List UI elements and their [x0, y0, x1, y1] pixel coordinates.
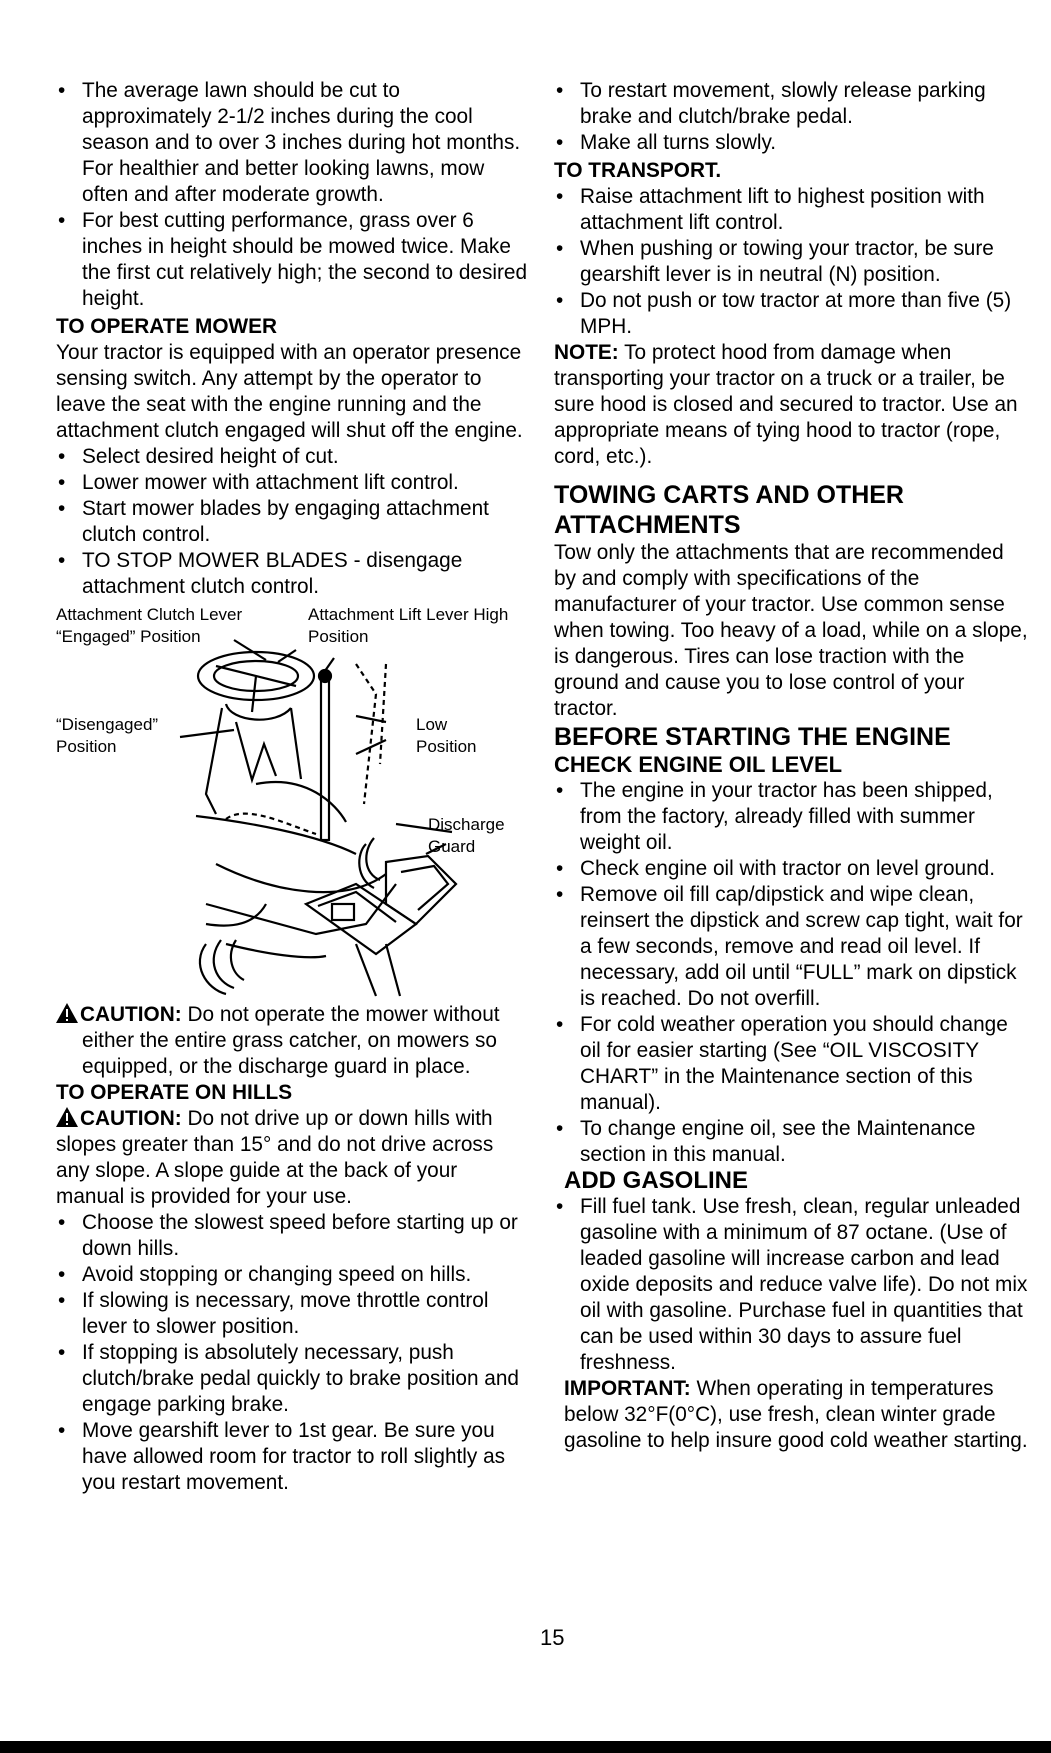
bullet-slowing: • If slowing is necessary, move throttle control lever to slower position.	[56, 1288, 530, 1340]
heading-operate-hills: TO OPERATE ON HILLS	[56, 1081, 293, 1104]
label-disengaged: “Disengaged” Position	[56, 715, 159, 756]
heading-before-starting: BEFORE STARTING THE ENGINE	[554, 723, 951, 751]
right-column	[554, 78, 1030, 1454]
bullet-fill-fuel: • Fill fuel tank. Use fresh, clean, regular unleaded gasoline with a minimum of 87 octane. (Use of leaded gasoline will increase carbon and lead oxide deposits and reduce valve life). Do not mix oil with gasoline. Purchase fuel in quantities that can be used within 30 days to assure fuel freshness.	[554, 1194, 1030, 1376]
left-column	[56, 78, 530, 1496]
label-low-position: Low Position	[416, 715, 477, 756]
label-lift-high: Attachment Lift Lever High Position	[308, 605, 509, 646]
caution-text: Do not operate the mower without either the entire grass catcher, on mowers so equipped, or the discharge guard in place.	[82, 1003, 500, 1078]
bullet-change-oil: • To change engine oil, see the Maintenance section in this manual.	[554, 1116, 1030, 1168]
warning-triangle-icon	[56, 1107, 78, 1127]
important-label: IMPORTANT:	[564, 1377, 691, 1400]
bullet-pushing-towing: • When pushing or towing your tractor, be sure gearshift lever is in neutral (N) position.	[554, 236, 1030, 288]
mower-controls-figure	[56, 604, 530, 1002]
hills-caution-label: CAUTION:	[80, 1107, 182, 1130]
bullet-turns: • Make all turns slowly.	[554, 130, 1030, 156]
bullet-restart: • To restart movement, slowly release parking brake and clutch/brake pedal.	[554, 78, 1030, 130]
caution-grass-catcher	[56, 1002, 530, 1080]
heading-add-gasoline: ADD GASOLINE	[564, 1167, 749, 1194]
page-number: 15	[540, 1625, 565, 1650]
towing-text: Tow only the attachments that are recommended by and comply with specifications of the manufacturer of your tractor. Use common sense when towing. Too heavy of a load, while on a slope, is dangerous. Tires can lose traction with the ground and cause you to lose control of your tractor.	[554, 541, 1028, 720]
bottom-border	[0, 1741, 1051, 1753]
bullet-stopping: • If stopping is absolutely necessary, push clutch/brake pedal quickly to brake position and engage parking brake.	[56, 1340, 530, 1418]
tractor-illustration	[56, 604, 530, 1002]
bullet-start-blades: • Start mower blades by engaging attachment clutch control.	[56, 496, 530, 548]
note-text: To protect hood from damage when transporting your tractor on a truck or a trailer, be sure hood is closed and secured to tractor. Use an appropriate means of tying hood to tractor (rope, cord, etc.).	[554, 341, 1018, 468]
heading-operate-mower: TO OPERATE MOWER	[56, 315, 278, 338]
label-discharge-guard: Discharge Guard	[428, 815, 505, 856]
hills-caution-text: Do not drive up or down hills with slopes greater than 15° and do not drive across any slope. A slope guide at the back of your manual is provided for your use.	[56, 1107, 494, 1208]
bullet-select-height: • Select desired height of cut.	[56, 444, 530, 470]
important-text: When operating in temperatures below 32°F(0°C), use fresh, clean winter grade gasoline to help insure good cold weather starting.	[564, 1377, 1028, 1452]
warning-triangle-icon	[56, 1003, 78, 1023]
note-label: NOTE:	[554, 341, 619, 364]
bullet-avoid-stopping: • Avoid stopping or changing speed on hills.	[56, 1262, 530, 1288]
hills-caution	[56, 1106, 530, 1210]
transport-note	[554, 340, 1030, 470]
caution-label: CAUTION:	[80, 1003, 182, 1026]
bullet-oil-level-ground: • Check engine oil with tractor on level ground.	[554, 856, 1030, 882]
heading-transport: TO TRANSPORT.	[554, 159, 722, 182]
bullet-lower-mower: • Lower mower with attachment lift control.	[56, 470, 530, 496]
heading-check-oil: CHECK ENGINE OIL LEVEL	[554, 752, 843, 777]
bullet-oil-shipped: • The engine in your tractor has been shipped, from the factory, already filled with summer weight oil.	[554, 778, 1030, 856]
heading-towing: TOWING CARTS AND OTHER ATTACHMENTS	[554, 481, 904, 539]
bullet-slowest-speed: • Choose the slowest speed before starting up or down hills.	[56, 1210, 530, 1262]
bullet-cold-weather-oil: • For cold weather operation you should change oil for easier starting (See “OIL VISCOSITY CHART” in the Maintenance section of this manual).	[554, 1012, 1030, 1116]
bullet-dipstick: • Remove oil fill cap/dipstick and wipe clean, reinsert the dipstick and screw cap tight, wait for a few seconds, remove and read oil level. If necessary, add oil until “FULL” mark on dipstick is reached. Do not overfill.	[554, 882, 1030, 1012]
bullet-stop-blades: • TO STOP MOWER BLADES - disengage attachment clutch control.	[56, 548, 530, 600]
bullet-gearshift: • Move gearshift lever to 1st gear. Be sure you have allowed room for tractor to roll slightly as you restart movement.	[56, 1418, 530, 1496]
bullet-raise-attachment: • Raise attachment lift to highest position with attachment lift control.	[554, 184, 1030, 236]
bullet-cut-twice: • For best cutting performance, grass over 6 inches in height should be mowed twice. Make the first cut relatively high; the second to desired height.	[56, 208, 530, 312]
important-note	[554, 1376, 1030, 1454]
bullet-five-mph: • Do not push or tow tractor at more than five (5) MPH.	[554, 288, 1030, 340]
label-clutch-engaged: Attachment Clutch Lever “Engaged” Position	[56, 605, 243, 646]
operate-mower-intro: Your tractor is equipped with an operator presence sensing switch. Any attempt by the operator to leave the seat with the engine running and the attachment clutch engaged will shut off the engine.	[56, 341, 523, 442]
bullet-lawn-height: • The average lawn should be cut to approximately 2-1/2 inches during the cool season and to over 3 inches during hot months. For healthier and better looking lawns, mow often and after moderate growth.	[56, 78, 530, 208]
